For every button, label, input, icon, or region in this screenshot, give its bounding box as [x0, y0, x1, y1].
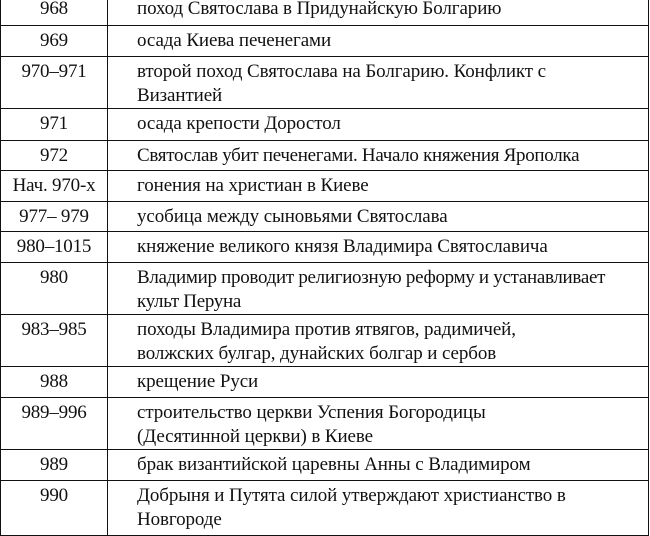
table-row: [1, 366, 648, 397]
table-row: [1, 314, 648, 366]
year-cell: 989–996: [1, 398, 108, 449]
table-row: [1, 480, 648, 535]
event-cell: крещение Руси: [137, 371, 259, 392]
year-cell: 970–971: [1, 57, 108, 108]
year-cell: 972: [1, 141, 108, 170]
event-cell: строительство церкви Успения Богородицы (Десятинной церкви) в Киеве: [137, 402, 486, 447]
table-row: [1, 108, 648, 140]
year-cell: 971: [1, 109, 108, 140]
event-cell: Святослав убит печенегами. Начало княжения Ярополка: [137, 145, 580, 166]
event-cell: усобица между сыновьями Святослава: [137, 206, 448, 227]
table-row: [1, 56, 648, 108]
event-cell: осада крепости Доростол: [137, 113, 341, 134]
year-cell: Нач. 970-х: [1, 171, 108, 201]
event-cell: Владимир проводит религиозную реформу и устанавливает культ Перуна: [137, 267, 606, 312]
table-row: [1, 25, 648, 56]
year-cell: 969: [1, 26, 108, 56]
year-cell: 988: [1, 367, 108, 397]
year-cell: 977– 979: [1, 202, 108, 231]
event-cell: княжение великого князя Владимира Святославича: [137, 236, 548, 257]
year-cell: 968: [1, 0, 108, 25]
event-cell: Добрыня и Путята силой утверждают христианство в Новгороде: [137, 485, 566, 530]
table-row: [1, 231, 648, 262]
table-row: [1, 170, 648, 201]
year-cell: 990: [1, 481, 108, 535]
event-cell: поход Святослава в Придунайскую Болгарию: [137, 0, 502, 19]
year-cell: 980: [1, 263, 108, 314]
event-cell: походы Владимира против ятвягов, радимичей, волжских булгар, дунайских болгар и сербов: [137, 319, 516, 364]
table-row: [1, 201, 648, 231]
event-cell: гонения на христиан в Киеве: [137, 175, 369, 196]
table-row: [1, 397, 648, 449]
year-cell: 980–1015: [1, 232, 108, 262]
table-row: [1, 262, 648, 314]
event-cell: осада Киева печенегами: [137, 30, 332, 51]
table-row: [1, 140, 648, 170]
table-row: [1, 0, 648, 25]
year-cell: 983–985: [1, 315, 108, 366]
year-cell: 989: [1, 450, 108, 480]
table-row: [1, 449, 648, 480]
event-cell: брак византийской царевны Анны с Владимиром: [137, 454, 531, 475]
event-cell: второй поход Святослава на Болгарию. Конфликт с Византией: [137, 61, 546, 106]
